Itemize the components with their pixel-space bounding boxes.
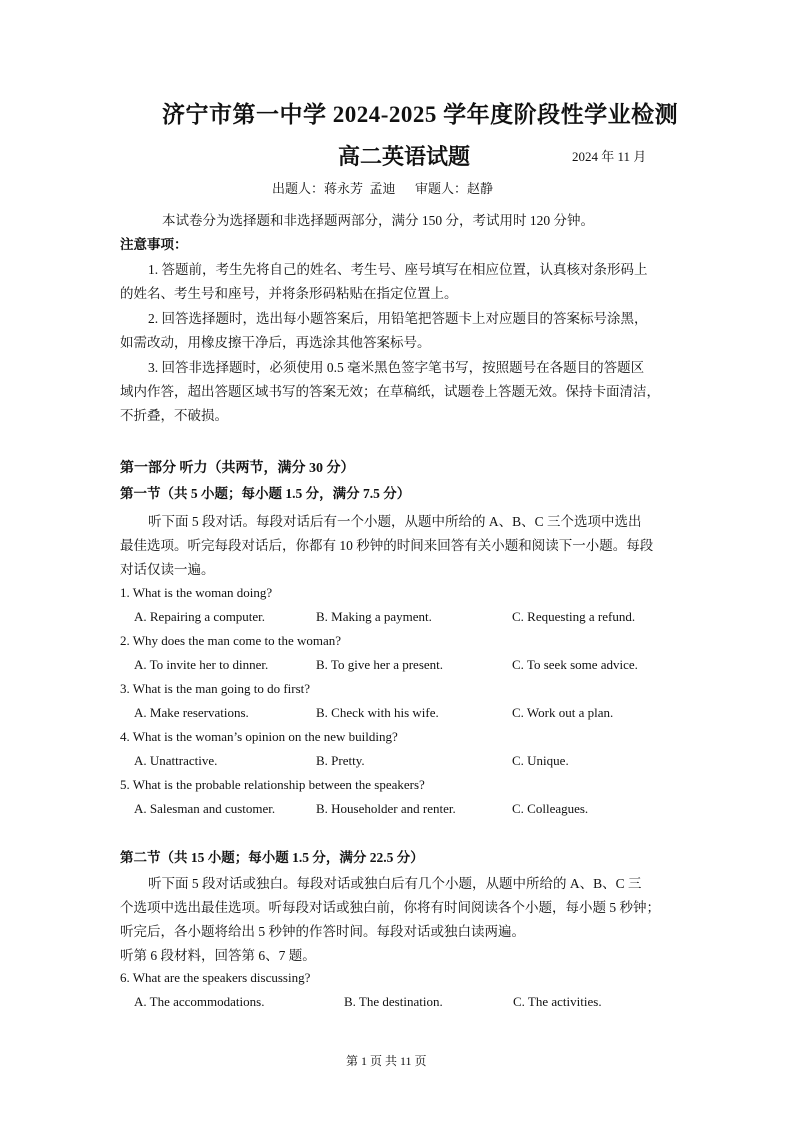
question-3-option-c: C. Work out a plan. xyxy=(512,705,614,720)
question-4: 4. What is the woman’s opinion on the new building? xyxy=(120,729,398,744)
question-5-option-a: A. Salesman and customer. xyxy=(134,801,276,816)
question-1-option-b: B. Making a payment. xyxy=(316,609,432,624)
exam-subject-title: 高二英语试题 xyxy=(338,144,471,169)
note-3-line-3: 不折叠，不破损。 xyxy=(120,408,228,423)
question-6: 6. What are the speakers discussing? xyxy=(120,970,311,985)
question-5-option-b: B. Householder and renter. xyxy=(316,801,456,816)
note-2-line-2: 如需改动，用橡皮擦干净后，再选涂其他答案标号。 xyxy=(120,335,431,350)
page-number: 第 1 页 共 11 页 xyxy=(346,1054,427,1068)
question-3-option-b: B. Check with his wife. xyxy=(316,705,439,720)
question-3: 3. What is the man going to do first? xyxy=(120,681,311,696)
material-6-instruction: 听第 6 段材料，回答第 6、7 题。 xyxy=(120,948,316,963)
exam-date: 2024 年 11 月 xyxy=(572,149,647,164)
question-1: 1. What is the woman doing? xyxy=(120,585,273,600)
page-title: 济宁市第一中学 2024-2025 学年度阶段性学业检测 xyxy=(162,102,679,127)
part1-heading: 第一部分 听力（共两节，满分 30 分） xyxy=(120,461,355,476)
question-4-option-a: A. Unattractive. xyxy=(134,753,218,768)
question-6-option-a: A. The accommodations. xyxy=(134,994,265,1009)
question-4-option-b: B. Pretty. xyxy=(316,753,365,768)
question-2: 2. Why does the man come to the woman? xyxy=(120,633,342,648)
question-2-option-a: A. To invite her to dinner. xyxy=(134,657,269,672)
intro-text: 本试卷分为选择题和非选择题两部分，满分 150 分，考试用时 120 分钟。 xyxy=(162,213,594,228)
note-3-line-2: 域内作答，超出答题区域书写的答案无效；在草稿纸，试题卷上答题无效。保持卡面清洁， xyxy=(120,384,660,399)
question-3-option-a: A. Make reservations. xyxy=(134,705,249,720)
question-5-option-c: C. Colleagues. xyxy=(512,801,589,816)
question-1-option-a: A. Repairing a computer. xyxy=(134,609,266,624)
note-1-line-1: 1. 答题前，考生先将自己的姓名、考生号、座号填写在相应位置，认真核对条形码上 xyxy=(148,262,648,277)
section2-instruction-line-3: 听完后，各小题将给出 5 秒钟的作答时间。每段对话或独白读两遍。 xyxy=(120,924,525,939)
question-2-option-c: C. To seek some advice. xyxy=(512,657,638,672)
section2-heading: 第二节（共 15 小题；每小题 1.5 分，满分 22.5 分） xyxy=(120,850,424,865)
section1-instruction-line-3: 对话仅读一遍。 xyxy=(120,562,215,577)
note-2-line-1: 2. 回答选择题时，选出每小题答案后，用铅笔把答题卡上对应题目的答案标号涂黑， xyxy=(148,311,648,326)
question-6-option-b: B. The destination. xyxy=(344,994,443,1009)
note-1-line-2: 的姓名、考生号和座号，并将条形码粘贴在指定位置上。 xyxy=(120,286,458,301)
question-5: 5. What is the probable relationship between the speakers? xyxy=(120,777,425,792)
section2-instruction-line-2: 个选项中选出最佳选项。听每段对话或独白前，你将有时间阅读各个小题，每小题 5 秒钟； xyxy=(120,900,660,915)
section2-instruction-line-1: 听下面 5 段对话或独白。每段对话或独白后有几个小题，从题中所给的 A、B、C 三 xyxy=(148,876,642,891)
question-4-option-c: C. Unique. xyxy=(512,753,569,768)
section1-heading: 第一节（共 5 小题；每小题 1.5 分，满分 7.5 分） xyxy=(120,486,411,501)
section1-instruction-line-2: 最佳选项。听完每段对话后，你都有 10 秒钟的时间来回答有关小题和阅读下一小题。每段 xyxy=(120,538,654,553)
section1-instruction-line-1: 听下面 5 段对话。每段对话后有一个小题，从题中所给的 A、B、C 三个选项中选出 xyxy=(148,514,642,529)
question-1-option-c: C. Requesting a refund. xyxy=(512,609,636,624)
note-3-line-1: 3. 回答非选择题时，必须使用 0.5 毫米黑色签字笔书写，按照题号在各题目的答题区 xyxy=(148,360,645,375)
question-2-option-b: B. To give her a present. xyxy=(316,657,444,672)
question-6-option-c: C. The activities. xyxy=(513,994,602,1009)
notes-heading: 注意事项： xyxy=(120,237,188,252)
authors-line: 出题人：蒋永芳 孟迪 审题人：赵静 xyxy=(272,181,494,196)
